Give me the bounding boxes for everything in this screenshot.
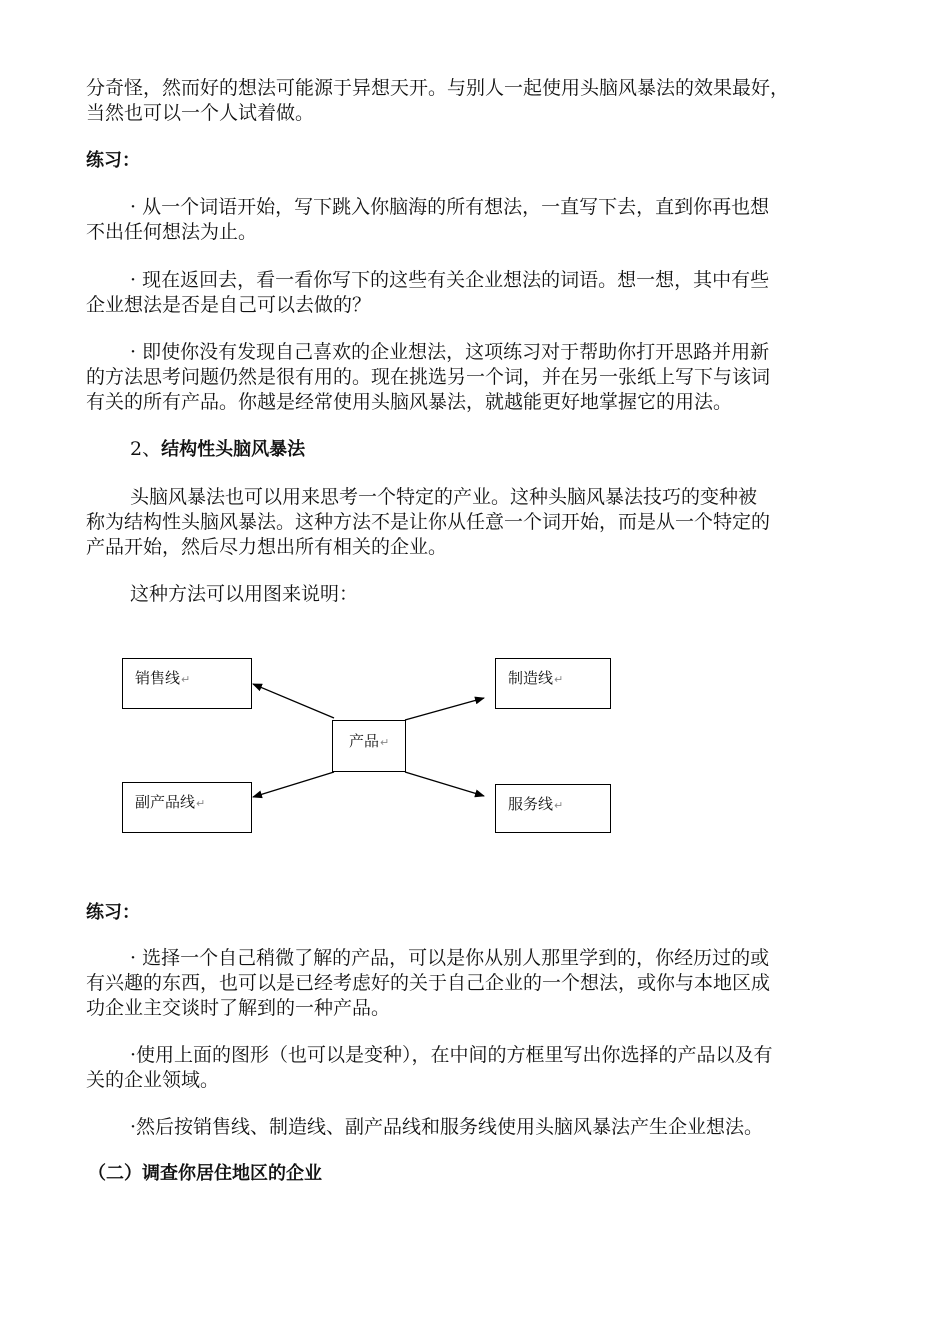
exercise-item-line: 有兴趣的东西，也可以是已经考虑好的关于自己企业的一个想法，或你与本地区成 [86,972,771,994]
return-mark-icon: ↵ [554,673,564,686]
exercise-item-line: 关的企业领域。 [86,1069,220,1091]
diagram-box-product [332,720,406,772]
arrow-to-service-line [405,772,484,796]
paragraph-line: 当然也可以一个人试着做。 [86,102,315,124]
section-number: 2、 [130,438,162,460]
exercise-item-line: · 从一个词语开始，写下跳入你脑海的所有想法，一直写下去，直到你再也想 [130,196,770,218]
section-title: 结构性头脑风暴法 [161,439,306,460]
product-label: 产品 [349,732,380,750]
paragraph-line: 分奇怪，然而好的想法可能源于异想天开。与别人一起使用头脑风暴法的效果最好， [86,77,790,99]
exercise-heading: 练习： [86,902,140,923]
diagram-box-byproduct-line [122,782,252,833]
diagram-intro: 这种方法可以用图来说明： [130,583,359,605]
exercise-item-line: · 现在返回去，看一看你写下的这些有关企业想法的词语。想一想，其中有些 [130,269,770,291]
exercise-heading: 练习： [86,150,140,171]
return-mark-icon: ↵ [196,797,206,810]
exercise-item-line: 功企业主交谈时了解到的一种产品。 [86,997,391,1019]
diagram-box-manufacturing-line [495,658,611,709]
exercise-item-line: 的方法思考问题仍然是很有用的。现在挑选另一个词，并在另一张纸上写下与该词 [86,366,771,388]
manufacturing-line-label: 制造线 [508,669,554,687]
diagram-box-sales-line [122,658,252,709]
exercise-item-line: 不出任何想法为止。 [86,221,258,243]
exercise-item-line: ·然后按销售线、制造线、副产品线和服务线使用头脑风暴法产生企业想法。 [130,1116,764,1138]
return-mark-icon: ↵ [380,736,390,749]
diagram-box-service-line [495,784,611,833]
return-mark-icon: ↵ [181,673,191,686]
exercise-item-line: 企业想法是否是自己可以去做的？ [86,294,372,316]
service-line-label: 服务线 [508,795,554,813]
paragraph-line: 称为结构性头脑风暴法。这种方法不是让你从任意一个词开始，而是从一个特定的 [86,511,771,533]
section-heading [130,437,890,462]
arrow-to-sales-line [253,684,334,718]
arrow-to-byproduct-line [253,772,334,797]
byproduct-line-label: 副产品线 [135,793,196,811]
exercise-item-line: · 即使你没有发现自己喜欢的企业想法，这项练习对于帮助你打开思路并用新 [130,341,770,363]
exercise-item-line: ·使用上面的图形（也可以是变种），在中间的方框里写出你选择的产品以及有 [130,1044,773,1066]
paragraph-line: 头脑风暴法也可以用来思考一个特定的产业。这种头脑风暴法技巧的变种被 [130,486,758,508]
arrow-to-manufacturing-line [405,698,484,720]
return-mark-icon: ↵ [554,799,564,812]
paragraph-line: 产品开始，然后尽力想出所有相关的企业。 [86,536,448,558]
next-section-heading: （二）调查你居住地区的企业 [88,1163,322,1184]
sales-line-label: 销售线 [135,669,181,687]
exercise-item-line: 有关的所有产品。你越是经常使用头脑风暴法，就越能更好地掌握它的用法。 [86,391,733,413]
exercise-item-line: · 选择一个自己稍微了解的产品，可以是你从别人那里学到的，你经历过的或 [130,947,770,969]
